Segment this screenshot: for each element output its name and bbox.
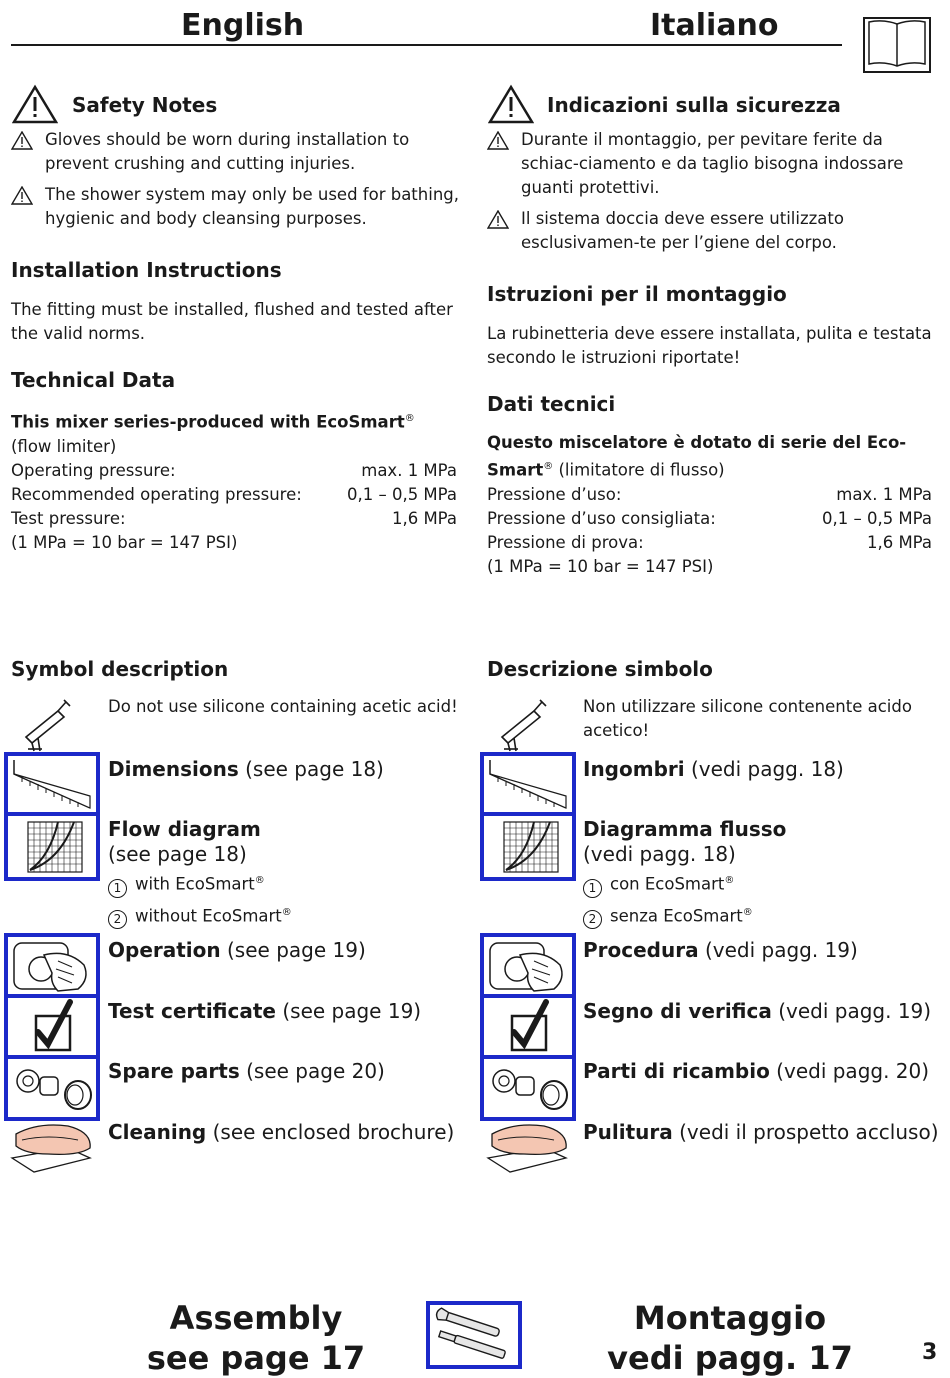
spare-parts-icon bbox=[480, 1055, 576, 1121]
test-certificate-icon bbox=[480, 994, 576, 1060]
en-assembly-title: Assembly bbox=[169, 1299, 343, 1337]
it-safety-note-1 bbox=[487, 128, 942, 200]
cleaning-icon bbox=[8, 1118, 96, 1178]
it-tech-row bbox=[487, 531, 932, 555]
it-operation-text bbox=[583, 938, 858, 963]
en-safety-title: Safety Notes bbox=[72, 93, 218, 117]
it-flow-text bbox=[583, 817, 786, 930]
it-spare-text bbox=[583, 1059, 929, 1084]
dimensions-icon bbox=[4, 752, 100, 816]
it-cleaning-label: Pulitura bbox=[583, 1120, 673, 1144]
warning-icon bbox=[11, 186, 33, 205]
it-flow-item-1 bbox=[583, 867, 786, 899]
it-tech-label: Pressione d’uso consigliata: bbox=[487, 508, 716, 528]
en-spare-label: Spare parts bbox=[108, 1059, 240, 1083]
en-flow-item-1-text: with EcoSmart bbox=[135, 874, 255, 894]
spare-parts-icon bbox=[4, 1055, 100, 1121]
it-test-text bbox=[583, 999, 931, 1024]
it-install-text: La rubinetteria deve essere installata, pulita e testata secondo le istruzioni riportate! bbox=[487, 324, 932, 367]
it-dimensions-ref: (vedi pagg. 18) bbox=[684, 757, 844, 781]
en-assembly-ref bbox=[131, 1298, 381, 1378]
it-test-label: Segno di verifica bbox=[583, 999, 772, 1023]
registered-mark: ® bbox=[543, 461, 554, 472]
it-tech-data bbox=[487, 431, 932, 579]
book-icon bbox=[863, 16, 931, 78]
warning-icon bbox=[487, 210, 509, 229]
test-certificate-icon bbox=[4, 994, 100, 1060]
it-spare-ref: (vedi pagg. 20) bbox=[769, 1059, 930, 1083]
en-safety-note-1-text: Gloves should be worn during installation to prevent crushing and cutting injuries. bbox=[45, 130, 410, 173]
it-assembly-title: Montaggio bbox=[633, 1299, 827, 1337]
en-assembly-page: see page 17 bbox=[146, 1339, 366, 1377]
it-dimensions-text bbox=[583, 757, 844, 782]
header-english: English bbox=[181, 8, 305, 43]
en-tech-label: Test pressure: bbox=[11, 508, 126, 528]
en-safety-warning-icon bbox=[12, 84, 58, 128]
registered-mark: ® bbox=[254, 875, 265, 886]
page-number: 3 bbox=[922, 1340, 938, 1365]
it-tech-intro-bold: Questo miscelatore è dotato di serie del Eco-Smart bbox=[487, 433, 907, 480]
it-tech-value: 1,6 MPa bbox=[866, 532, 932, 552]
warning-icon bbox=[11, 131, 33, 150]
en-silicone-text: Do not use silicone containing acetic acid! bbox=[108, 697, 458, 716]
it-assembly-page: vedi pagg. 17 bbox=[607, 1339, 853, 1377]
en-cleaning-label: Cleaning bbox=[108, 1120, 207, 1144]
it-flow-item-2 bbox=[583, 899, 786, 931]
en-flow-text bbox=[108, 817, 292, 930]
it-flow-item-1-text: con EcoSmart bbox=[610, 874, 725, 894]
en-operation-ref: (see page 19) bbox=[220, 938, 366, 962]
it-tech-conversion: (1 MPa = 10 bar = 147 PSI) bbox=[487, 556, 714, 576]
registered-mark: ® bbox=[281, 906, 292, 918]
en-symbol-title: Symbol description bbox=[11, 657, 229, 681]
it-tech-intro bbox=[487, 431, 932, 483]
tools-icon bbox=[426, 1301, 522, 1369]
it-assembly-ref bbox=[600, 1298, 860, 1378]
it-safety-note-1-text: Durante il montaggio, per pevitare ferite da schiac-ciamento e da taglio bisogna indossare guanti protettivi. bbox=[521, 130, 904, 197]
en-tech-row bbox=[11, 459, 457, 483]
en-spare-text bbox=[108, 1059, 385, 1084]
en-dimensions-label: Dimensions bbox=[108, 757, 239, 781]
en-tech-value: 0,1 – 0,5 MPa bbox=[346, 484, 457, 504]
registered-mark: ® bbox=[742, 906, 753, 918]
en-safety-note-2 bbox=[11, 183, 466, 231]
en-tech-row bbox=[11, 483, 457, 507]
it-cleaning-text bbox=[583, 1120, 939, 1145]
en-dimensions-ref: (see page 18) bbox=[238, 757, 384, 781]
en-install-text: The fitting must be installed, flushed and tested after the valid norms. bbox=[11, 300, 453, 343]
it-test-ref: (vedi pagg. 19) bbox=[771, 999, 932, 1023]
it-tech-row bbox=[487, 507, 932, 531]
en-tech-data bbox=[11, 407, 457, 555]
circle-number-1: 1 bbox=[108, 879, 127, 898]
en-flow-item-2-text: without EcoSmart bbox=[135, 906, 282, 925]
en-tech-intro-rest: (flow limiter) bbox=[11, 436, 117, 456]
en-safety-note-2-text: The shower system may only be used for bathing, hygienic and body cleansing purposes. bbox=[45, 185, 459, 228]
en-dimensions-text bbox=[108, 757, 384, 782]
it-safety-warning-icon bbox=[488, 84, 534, 128]
it-install-title: Istruzioni per il montaggio bbox=[487, 282, 787, 306]
it-dimensions-label: Ingombri bbox=[583, 757, 685, 781]
it-tech-row bbox=[487, 483, 932, 507]
it-safety-note-2 bbox=[487, 207, 942, 255]
header-italiano: Italiano bbox=[650, 8, 779, 43]
it-tech-label: Pressione d’uso: bbox=[487, 484, 622, 504]
en-tech-intro bbox=[11, 407, 457, 459]
en-tech-value: max. 1 MPa bbox=[361, 460, 457, 480]
it-safety-title: Indicazioni sulla sicurezza bbox=[547, 93, 841, 117]
en-tech-value: 1,6 MPa bbox=[391, 508, 457, 528]
flow-diagram-icon bbox=[4, 812, 100, 881]
en-operation-text bbox=[108, 938, 366, 963]
en-cleaning-ref: (see enclosed brochure) bbox=[206, 1120, 455, 1144]
en-flow-item-1 bbox=[108, 867, 292, 899]
en-flow-item-2 bbox=[108, 899, 292, 931]
en-tech-title: Technical Data bbox=[11, 368, 176, 392]
en-safety-note-1 bbox=[11, 128, 466, 176]
it-symbol-title: Descrizione simbolo bbox=[487, 657, 713, 681]
registered-mark: ® bbox=[724, 875, 735, 886]
it-flow-label: Diagramma flusso bbox=[583, 817, 787, 841]
cleaning-icon bbox=[484, 1118, 572, 1178]
header-rule bbox=[11, 44, 842, 46]
it-tech-intro-rest: (limitatore di flusso) bbox=[553, 460, 725, 480]
en-cleaning-text bbox=[108, 1120, 454, 1145]
it-tech-value: 0,1 – 0,5 MPa bbox=[821, 508, 932, 528]
it-operation-ref: (vedi pagg. 19) bbox=[698, 938, 858, 962]
en-tech-conversion: (1 MPa = 10 bar = 147 PSI) bbox=[11, 532, 238, 552]
en-tech-intro-bold: This mixer series-produced with EcoSmart bbox=[11, 412, 405, 432]
circle-number-1: 1 bbox=[583, 879, 602, 898]
silicone-gun-icon bbox=[22, 697, 74, 757]
it-silicone-text: Non utilizzare silicone contenente acido acetico! bbox=[583, 697, 912, 740]
registered-mark: ® bbox=[404, 413, 415, 424]
en-spare-ref: (see page 20) bbox=[239, 1059, 385, 1083]
it-flow-ref: (vedi pagg. 18) bbox=[583, 842, 736, 866]
en-tech-row bbox=[11, 507, 457, 531]
it-tech-title: Dati tecnici bbox=[487, 392, 616, 416]
flow-diagram-icon bbox=[480, 812, 576, 881]
operation-icon bbox=[480, 933, 576, 999]
it-operation-label: Procedura bbox=[583, 938, 699, 962]
circle-number-2: 2 bbox=[108, 910, 127, 929]
it-flow-item-2-text: senza EcoSmart bbox=[610, 906, 743, 925]
en-operation-label: Operation bbox=[108, 938, 221, 962]
it-spare-label: Parti di ricambio bbox=[583, 1059, 770, 1083]
it-tech-value: max. 1 MPa bbox=[836, 484, 932, 504]
en-flow-label: Flow diagram bbox=[108, 817, 261, 841]
it-safety-note-2-text: Il sistema doccia deve essere utilizzato esclusivamen-te per l’giene del corpo. bbox=[521, 209, 844, 252]
en-install-title: Installation Instructions bbox=[11, 258, 282, 282]
en-tech-label: Recommended operating pressure: bbox=[11, 484, 302, 504]
silicone-gun-icon bbox=[498, 697, 550, 757]
circle-number-2: 2 bbox=[583, 910, 602, 929]
it-tech-label: Pressione di prova: bbox=[487, 532, 644, 552]
it-cleaning-ref: (vedi il prospetto accluso) bbox=[672, 1120, 939, 1144]
en-test-text bbox=[108, 999, 421, 1024]
en-flow-ref: (see page 18) bbox=[108, 842, 247, 866]
en-test-ref: (see page 19) bbox=[275, 999, 422, 1023]
warning-icon bbox=[487, 131, 509, 150]
dimensions-icon bbox=[480, 752, 576, 816]
operation-icon bbox=[4, 933, 100, 999]
en-test-label: Test certificate bbox=[108, 999, 276, 1023]
en-tech-label: Operating pressure: bbox=[11, 460, 176, 480]
